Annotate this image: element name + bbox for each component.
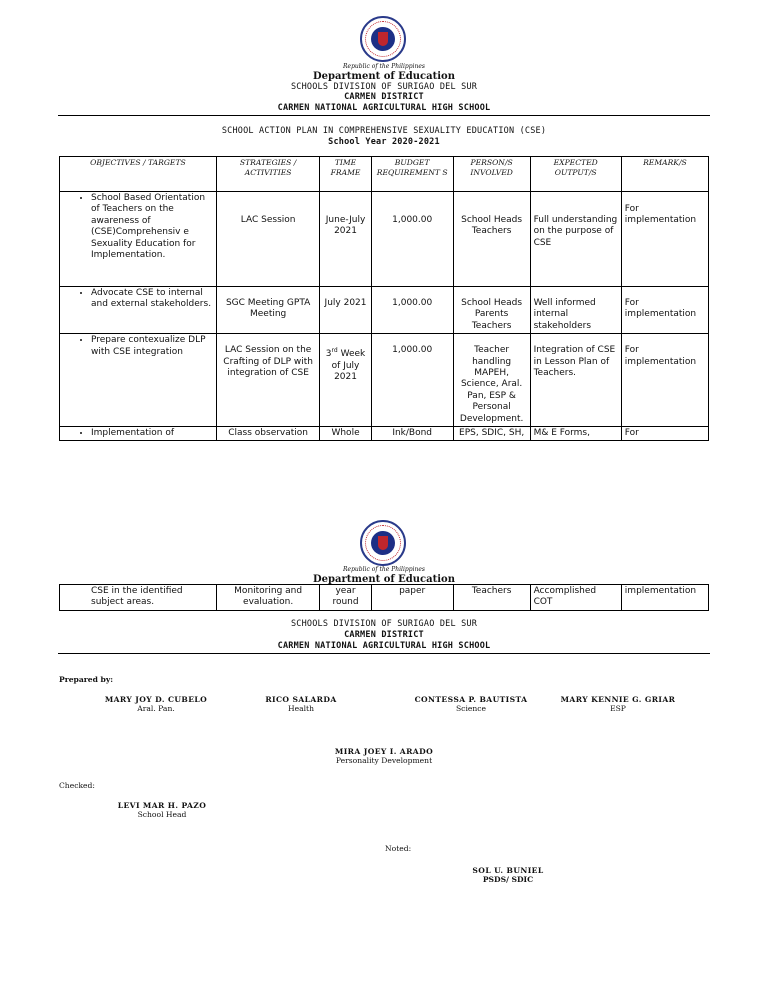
- col-header-time-frame: TIME FRAME: [320, 157, 371, 192]
- table-row: [60, 192, 709, 287]
- prepared-by-label: Prepared by:: [59, 675, 114, 684]
- signatory-role: Health: [287, 704, 314, 713]
- objective-cell: CSE in the identified subject areas.: [60, 585, 217, 611]
- republic-label: Republic of the Philippines: [343, 63, 425, 70]
- budget-cell: paper: [371, 585, 453, 611]
- table-header-row: [60, 157, 709, 192]
- objective-cell: • Prepare contexualize DLP with CSE integration: [91, 335, 213, 358]
- table-row: [60, 585, 709, 611]
- output-cell: M& E Forms,: [530, 427, 621, 441]
- signatory-name: SOL U. BUNIEL: [472, 866, 544, 875]
- signatory-role: Science: [455, 704, 486, 713]
- col-header-budget: BUDGET REQUIREMENT S: [371, 157, 453, 192]
- action-plan-table: [59, 156, 709, 441]
- signatory-name: MIRA JOEY I. ARADO: [334, 747, 434, 756]
- budget-cell: 1,000.00: [371, 287, 453, 334]
- persons-cell: EPS, SDIC, SH,: [453, 427, 530, 441]
- remarks-cell: For implementation: [621, 287, 708, 334]
- col-header-persons: PERSON/S INVOLVED: [453, 157, 530, 192]
- col-header-strategies: STRATEGIES / ACTIVITIES: [216, 157, 320, 192]
- objective-cell: • Implementation of: [91, 428, 213, 439]
- strategy-cell: Monitoring and evaluation.: [216, 585, 320, 611]
- signatory-role: Personality Development: [335, 756, 433, 765]
- signatory-block: [82, 801, 242, 819]
- action-plan-table-continued: [59, 584, 709, 611]
- time-ordinal-suffix: rd: [331, 347, 338, 355]
- header-divider: [58, 653, 710, 654]
- output-cell: Well informed internal stakeholders: [530, 287, 621, 334]
- signatory-role: ESP: [610, 704, 626, 713]
- division-label: SCHOOLS DIVISION OF SURIGAO DEL SUR: [290, 82, 478, 92]
- signatory-name: LEVI MAR H. PAZO: [117, 801, 207, 810]
- plan-title: SCHOOL ACTION PLAN IN COMPREHENSIVE SEXUALITY EDUCATION (CSE): [221, 126, 547, 136]
- time-cell: June-July 2021: [320, 192, 371, 287]
- noted-label: Noted:: [385, 844, 412, 853]
- deped-seal-icon: [360, 520, 406, 566]
- school-label: CARMEN NATIONAL AGRICULTURAL HIGH SCHOOL: [277, 103, 491, 113]
- table-row: [60, 427, 709, 441]
- time-text: Week of July 2021: [331, 349, 366, 383]
- signatory-name: RICO SALARDA: [265, 695, 337, 704]
- deped-seal-icon: [360, 16, 406, 62]
- signatory-role: PSDS/ SDIC: [482, 875, 534, 884]
- division-label: SCHOOLS DIVISION OF SURIGAO DEL SUR: [290, 619, 478, 629]
- budget-cell: 1,000.00: [371, 334, 453, 427]
- budget-cell: Ink/Bond: [371, 427, 453, 441]
- objective-cell: • Advocate CSE to internal and external stakeholders.: [91, 288, 213, 311]
- output-cell: Accomplished COT: [530, 585, 621, 611]
- remarks-cell: For: [621, 427, 708, 441]
- district-label: CARMEN DISTRICT: [344, 630, 424, 640]
- objective-cell: • School Based Orientation of Teachers on the awareness of (CSE)Comprehensiv e Sexuality Education for Implementation.: [91, 193, 213, 261]
- signatory-role: School Head: [137, 810, 187, 819]
- signatory-role: Aral. Pan.: [137, 704, 175, 713]
- signatory-block: [528, 695, 708, 713]
- strategy-cell: SGC Meeting GPTA Meeting: [216, 287, 320, 334]
- persons-cell: School Heads Parents Teachers: [453, 287, 530, 334]
- budget-cell: 1,000.00: [371, 192, 453, 287]
- time-cell: Whole: [320, 427, 371, 441]
- output-cell: Integration of CSE in Lesson Plan of Teachers.: [530, 334, 621, 427]
- persons-cell: Teacher handling MAPEH, Science, Aral. Pan, ESP & Personal Development.: [453, 334, 530, 427]
- time-cell: July 2021: [320, 287, 371, 334]
- signatory-name: MARY KENNIE G. GRIAR: [560, 695, 676, 704]
- output-cell: Full understanding on the purpose of CSE: [530, 192, 621, 287]
- signatory-name: CONTESSA P. BAUTISTA: [414, 695, 528, 704]
- signatory-block: [211, 695, 391, 713]
- table-row: [60, 287, 709, 334]
- signatory-block: [284, 747, 484, 765]
- col-header-remarks: REMARK/S: [621, 157, 708, 192]
- col-header-output: EXPECTED OUTPUT/S: [530, 157, 621, 192]
- remarks-cell: implementation: [621, 585, 708, 611]
- republic-label: Republic of the Philippines: [343, 566, 425, 573]
- department-label: Department of Education: [313, 71, 455, 82]
- school-year: School Year 2020-2021: [328, 137, 440, 147]
- time-ordinal-number: 3: [325, 349, 332, 360]
- table-row: [60, 334, 709, 427]
- persons-cell: School Heads Teachers: [453, 192, 530, 287]
- school-label: CARMEN NATIONAL AGRICULTURAL HIGH SCHOOL: [277, 641, 491, 651]
- checked-label: Checked:: [59, 781, 95, 790]
- header-divider: [58, 115, 710, 116]
- signatory-block: [438, 866, 578, 884]
- department-label: Department of Education: [313, 574, 455, 585]
- time-cell: year round: [320, 585, 371, 611]
- signatory-name: MARY JOY D. CUBELO: [104, 695, 208, 704]
- persons-cell: Teachers: [453, 585, 530, 611]
- remarks-cell: For implementation: [621, 192, 708, 287]
- remarks-cell: For implementation: [621, 334, 708, 427]
- time-cell: [320, 334, 371, 427]
- strategy-cell: Class observation: [216, 427, 320, 441]
- district-label: CARMEN DISTRICT: [344, 92, 424, 102]
- strategy-cell: LAC Session: [216, 192, 320, 287]
- col-header-objectives: OBJECTIVES / TARGETS: [60, 157, 217, 192]
- strategy-cell: LAC Session on the Crafting of DLP with integration of CSE: [216, 334, 320, 427]
